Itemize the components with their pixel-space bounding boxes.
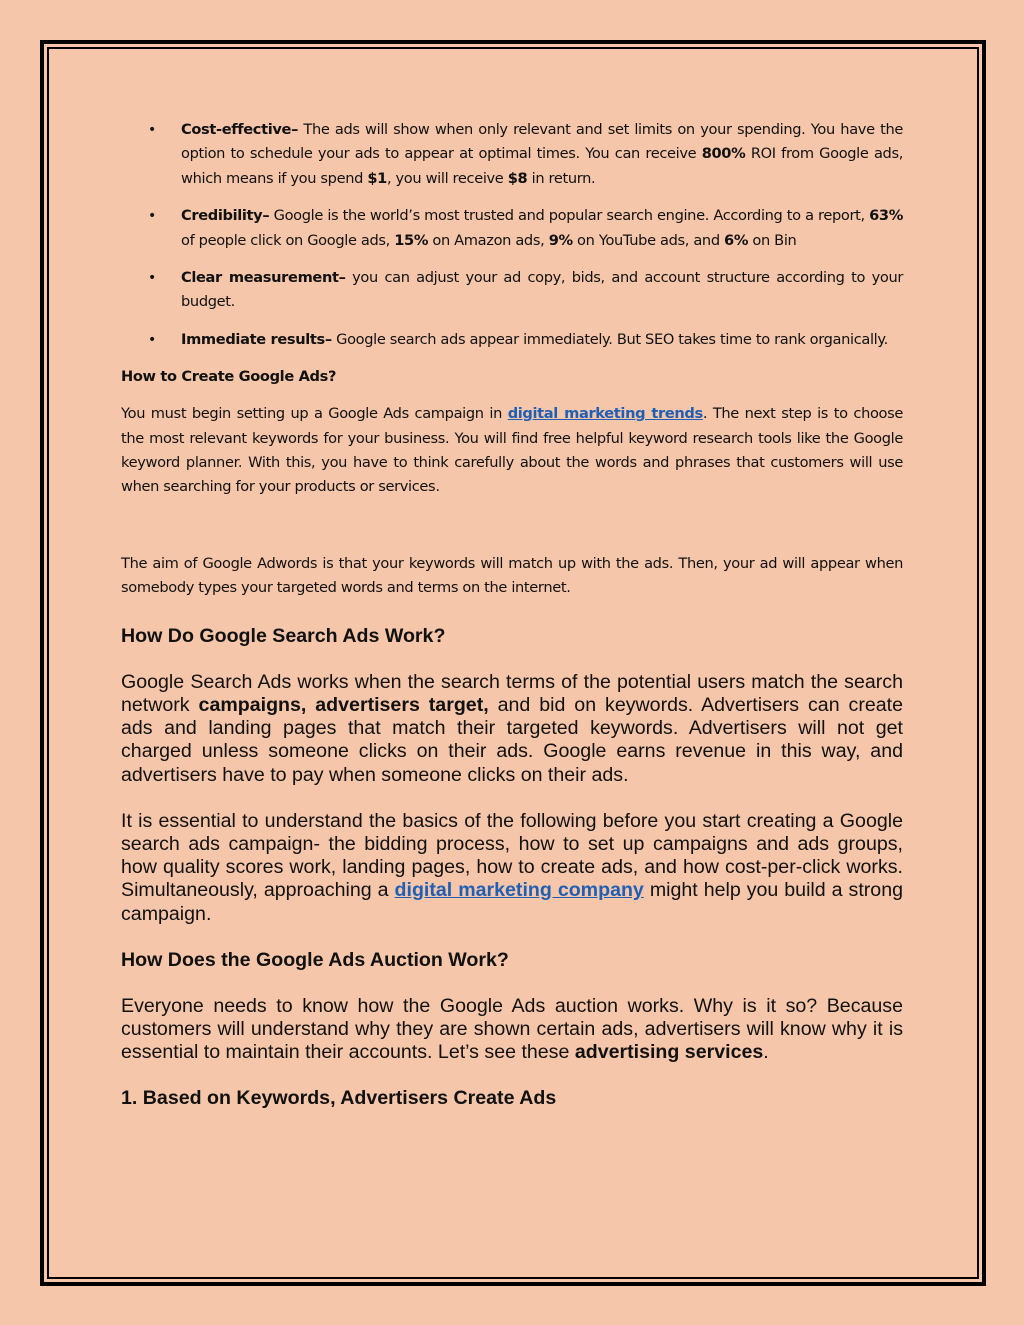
bullet-label: Immediate results– <box>181 330 332 348</box>
bullet-label: Credibility– <box>181 207 270 225</box>
bullet-text: Google search ads appear immediately. But SEO takes time to rank organically. <box>331 330 888 348</box>
paragraph-basics <box>121 810 903 926</box>
list-item-immediate-results <box>121 328 903 352</box>
heading-auction-work: How Does the Google Ads Auction Work? <box>121 948 509 971</box>
bold-stat: 63% <box>869 207 903 225</box>
paragraph-text: . <box>763 1041 769 1064</box>
bullet-text: Google is the world’s most trusted and popular search engine. According to a report, <box>269 207 870 225</box>
bold-stat: $1 <box>367 169 387 187</box>
paragraph-text: Google Search Ads works when the search terms of the potential users match the search network <box>121 670 903 716</box>
document-body <box>121 118 903 1110</box>
paragraph-create-ads <box>121 402 903 500</box>
heading-keywords-create-ads: 1. Based on Keywords, Advertisers Create Ads <box>121 1087 557 1110</box>
bold-phrase: advertising services <box>574 1041 764 1064</box>
bold-stat: 9% <box>548 231 573 249</box>
heading-search-ads-work: How Do Google Search Ads Work? <box>121 624 446 647</box>
list-item-clear-measurement <box>121 266 903 315</box>
bullet-text: on Amazon ads, <box>428 231 549 249</box>
paragraph-text: . The next step is to choose the most relevant keywords for your business. You will find free helpful keyword research tools like the Google keyword planner. With this, you have to think carefully about the words and phrases that customers will use when searching for your products or services. <box>121 405 904 496</box>
bullet-text: on YouTube ads, and <box>572 231 725 249</box>
benefits-list <box>121 118 903 352</box>
paragraph-text: It is essential to understand the basics of the following before you start creating a Google search ads campaign- the bidding process, how to set up campaigns and ads groups, how quality scores work, landing pages, how to create ads, and how cost-per-click works. Simultaneously, approaching a <box>121 809 903 902</box>
paragraph-auction <box>121 995 903 1065</box>
bullet-icon: • <box>148 122 156 138</box>
paragraph-text: You must begin setting up a Google Ads campaign in <box>121 405 508 423</box>
heading-create-google-ads: How to Create Google Ads? <box>121 368 337 386</box>
bullet-icon: • <box>148 331 156 348</box>
paragraph-adwords-aim: The aim of Google Adwords is that your keywords will match up with the ads. Then, your ad will appear when somebody types your targeted words and terms on the internet. <box>121 554 903 597</box>
digital-marketing-company-link[interactable]: digital marketing company <box>394 879 644 902</box>
paragraph-search-ads-work <box>121 671 903 787</box>
list-item-credibility <box>121 204 903 253</box>
bold-phrase: campaigns, advertisers target, <box>198 693 489 716</box>
bold-stat: 15% <box>394 231 429 249</box>
bold-stat: 800% <box>701 145 746 163</box>
bullet-label: Clear measurement– <box>181 269 346 287</box>
bold-stat: 6% <box>724 231 749 249</box>
paragraph-text: and bid on keywords. Advertisers can create ads and landing pages that match their targeted keywords. Advertisers will not get charged unless someone clicks on their ads. Google earns revenue in this way, and advertisers have to pay when someone clicks on their ads. <box>121 693 903 786</box>
bullet-text: of people click on Google ads, <box>181 231 395 249</box>
paragraph-text: might help you build a strong campaign. <box>121 879 903 925</box>
bullet-text: in return. <box>527 169 596 187</box>
bullet-text: ROI from Google ads, which means if you spend <box>181 145 904 187</box>
bullet-text: you can adjust your ad copy, bids, and account structure according to your budget. <box>181 269 904 311</box>
paragraph-text: Everyone needs to know how the Google Ads auction works. Why is it so? Because customers will understand why they are shown certain ads, advertisers will know why it is essential to maintain their accounts. Let’s see these <box>121 994 903 1064</box>
digital-marketing-trends-link[interactable]: digital marketing trends <box>507 405 703 423</box>
bullet-label: Cost-effective– <box>181 121 299 138</box>
bullet-text: The ads will show when only relevant and set limits on your spending. You have the option to schedule your ads to appear at optimal times. You can receive <box>181 121 903 163</box>
list-item-cost-effective <box>121 118 903 191</box>
bold-stat: $8 <box>507 169 528 187</box>
bullet-text: , you will receive <box>386 169 508 187</box>
bullet-icon: • <box>148 208 156 225</box>
bullet-icon: • <box>148 270 156 287</box>
bullet-text: on Bin <box>748 231 797 249</box>
